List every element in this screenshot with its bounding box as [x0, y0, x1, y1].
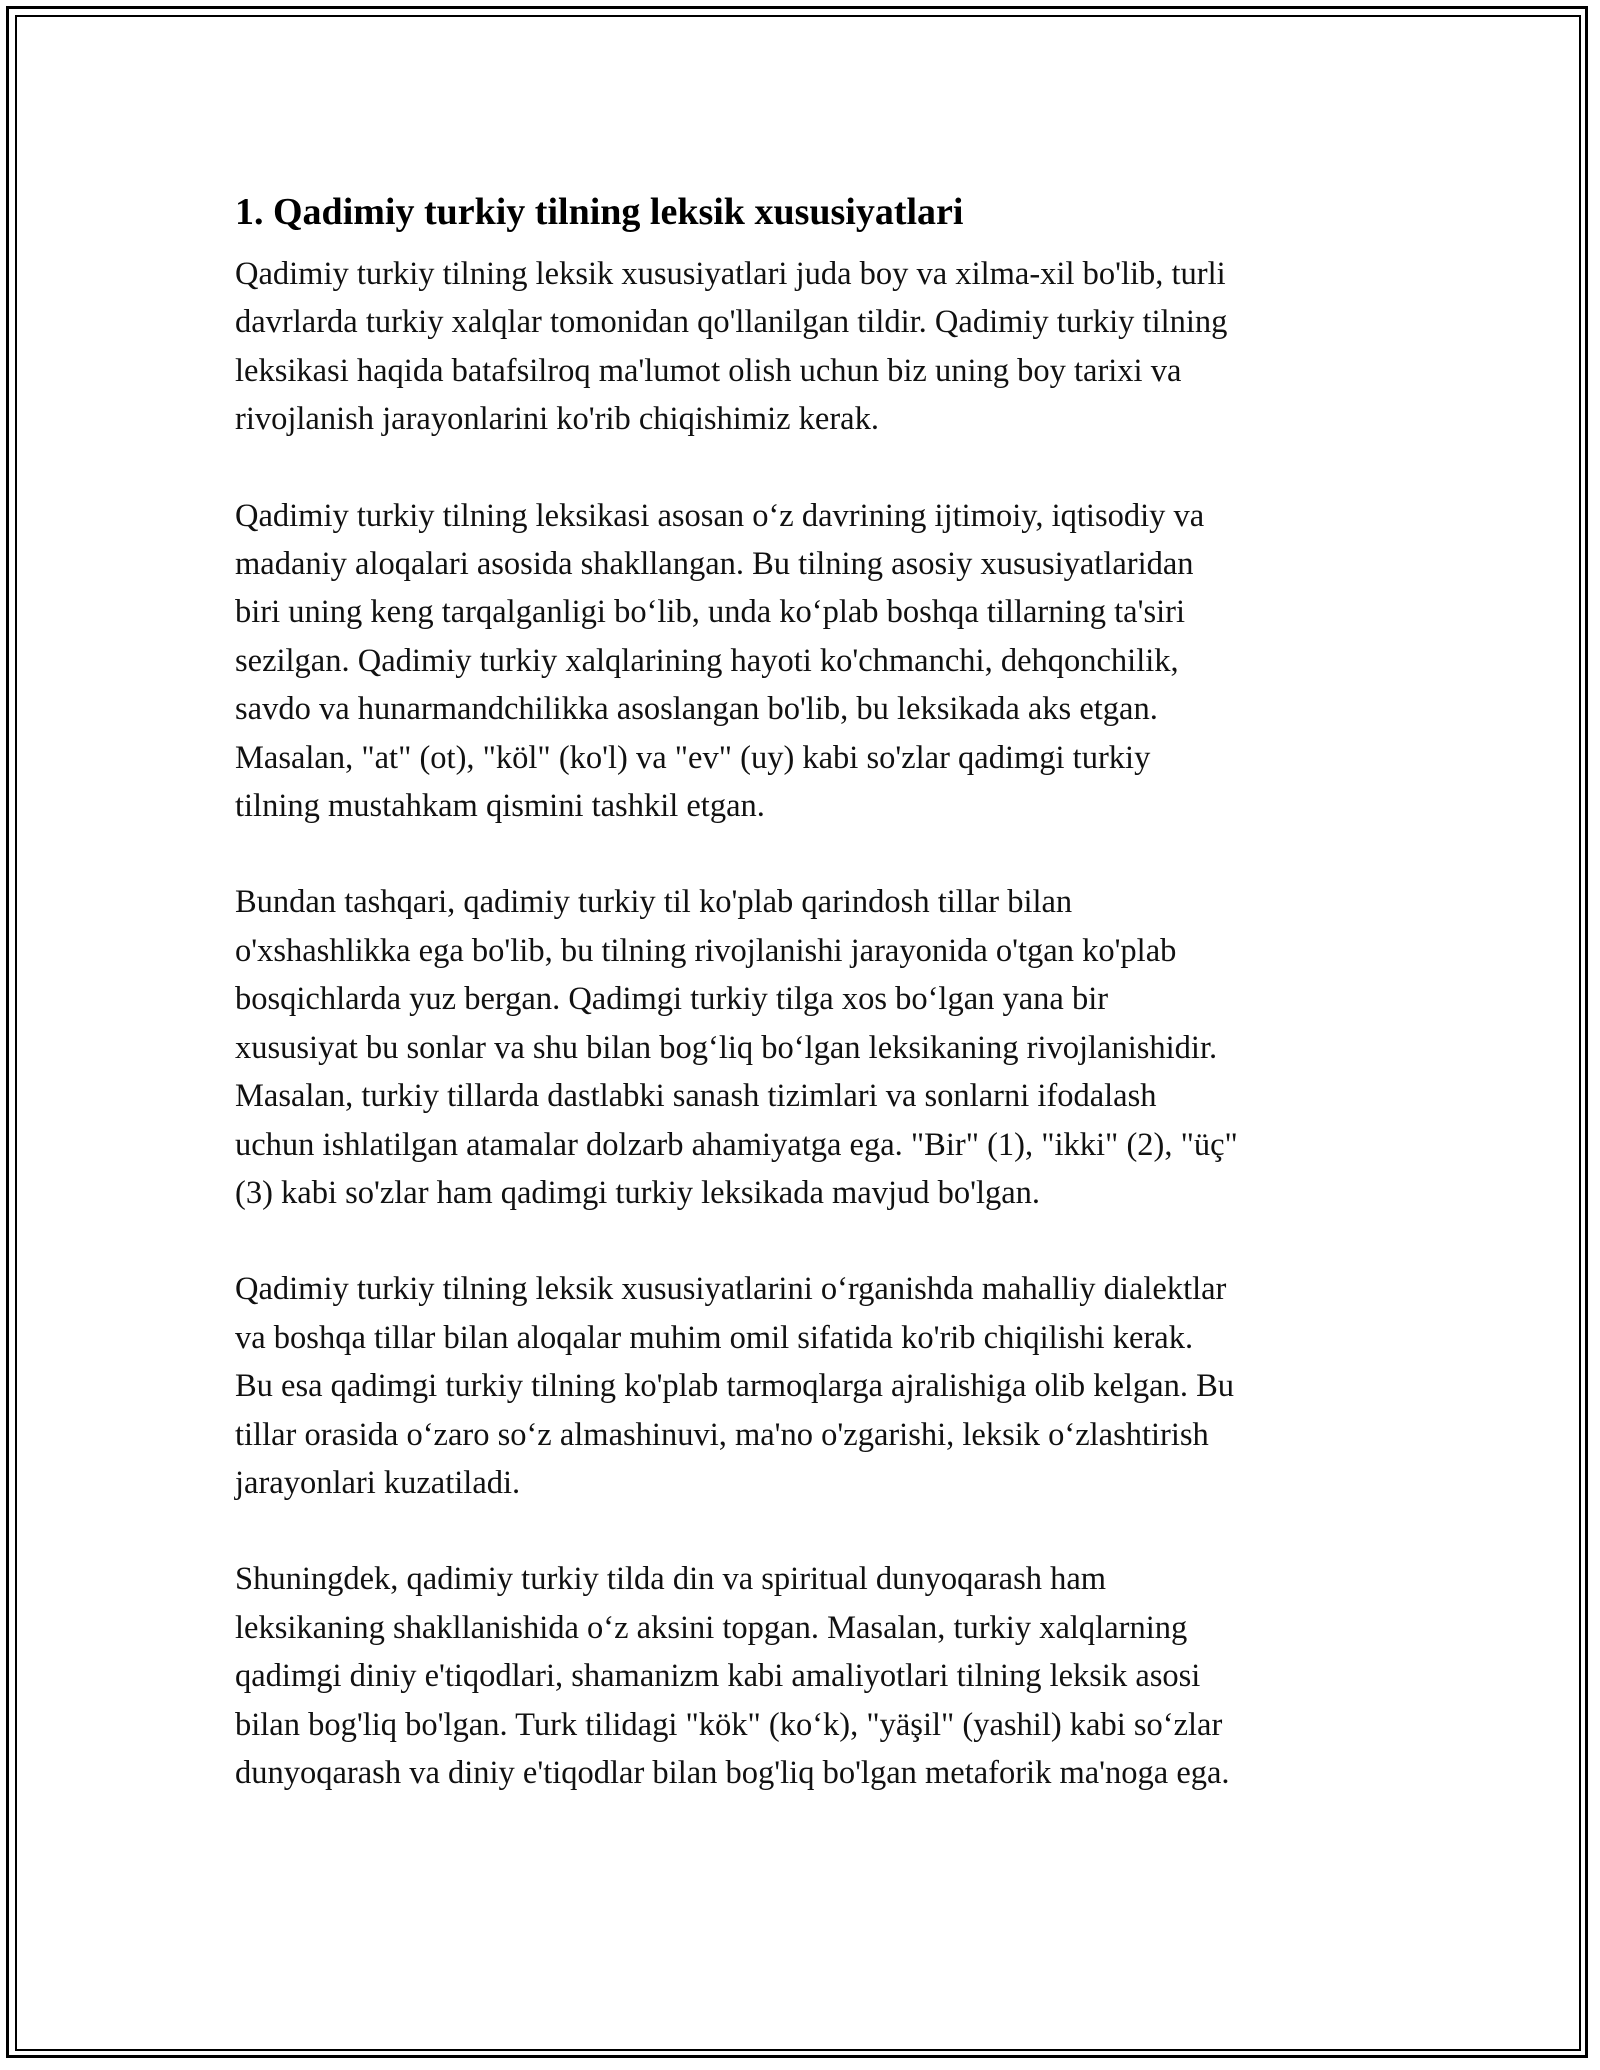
paragraph-3: Bundan tashqari, qadimiy turkiy til ko'plab qarindosh tillar bilan o'xshashlikka ega bo'lib, bu tilning rivojlanishi jarayonida o'tgan ko'plab bosqichlarda yuz bergan. Qadimgi turkiy tilga xos bo‘lgan yana bir xususiyat bu sonlar va shu bilan bog‘liq bo‘lgan leksikaning rivojlanishidir. Masalan, turkiy tillarda dastlabki sanash tizimlari va sonlarni ifodalash uchun ishlatilgan atamalar dolzarb ahamiyatga ega. "Bir" (1), "ikki" (2), "üç" (3) kabi so'zlar ham qadimgi turkiy leksikada mavjud bo'lgan.: [235, 884, 1238, 1211]
paragraph-4: Qadimiy turkiy tilning leksik xususiyatlarini o‘rganishda mahalliy dialektlar va boshqa tillar bilan aloqalar muhim omil sifatida ko'rib chiqilishi kerak. Bu esa qadimgi turkiy tilning ko'plab tarmoqlarga ajralishiga olib kelgan. Bu tillar orasida o‘zaro so‘z almashinuvi, ma'no o'zgarishi, leksik o‘zlashtirish jarayonlari kuzatiladi.: [235, 1271, 1235, 1501]
paragraph-1: Qadimiy turkiy tilning leksik xususiyatlari juda boy va xilma-xil bo'lib, turli davrlarda turkiy xalqlar tomonidan qo'llanilgan tildir. Qadimiy turkiy tilning leksikasi haqida batafsilroq ma'lumot olish uchun biz uning boy tarixi va rivojlanish jarayonlarini ko'rib chiqishimiz kerak.: [235, 256, 1228, 438]
section-heading: 1. Qadimiy turkiy tilning leksik xususiyatlari: [235, 191, 964, 233]
paragraph-2: Qadimiy turkiy tilning leksikasi asosan o‘z davrining ijtimoiy, iqtisodiy va madaniy aloqalari asosida shakllangan. Bu tilning asosiy xususiyatlaridan biri uning keng tarqalganligi bo‘lib, unda ko‘plab boshqa tillarning ta'siri sezilgan. Qadimiy turkiy xalqlarining hayoti ko'chmanchi, dehqonchilik, savdo va hunarmandchilikka asoslangan bo'lib, bu leksikada aks etgan. Masalan, "at" (ot), "köl" (ko'l) va "ev" (uy) kabi so'zlar qadimgi turkiy tilning mustahkam qismini tashkil etgan.: [235, 497, 1205, 825]
document-body: [235, 184, 1370, 1845]
paragraph-5: Shuningdek, qadimiy turkiy tilda din va spiritual dunyoqarash ham leksikaning shakllanishida o‘z aksini topgan. Masalan, turkiy xalqlarning qadimgi diniy e'tiqodlari, shamanizm kabi amaliyotlari tilning leksik asosi bilan bog'liq bo'lgan. Turk tilidagi "kök" (ko‘k), "yäşil" (yashil) kabi so‘zlar dunyoqarash va diniy e'tiqodlar bilan bog'liq bo'lgan metaforik ma'noga ega.: [235, 1561, 1230, 1791]
